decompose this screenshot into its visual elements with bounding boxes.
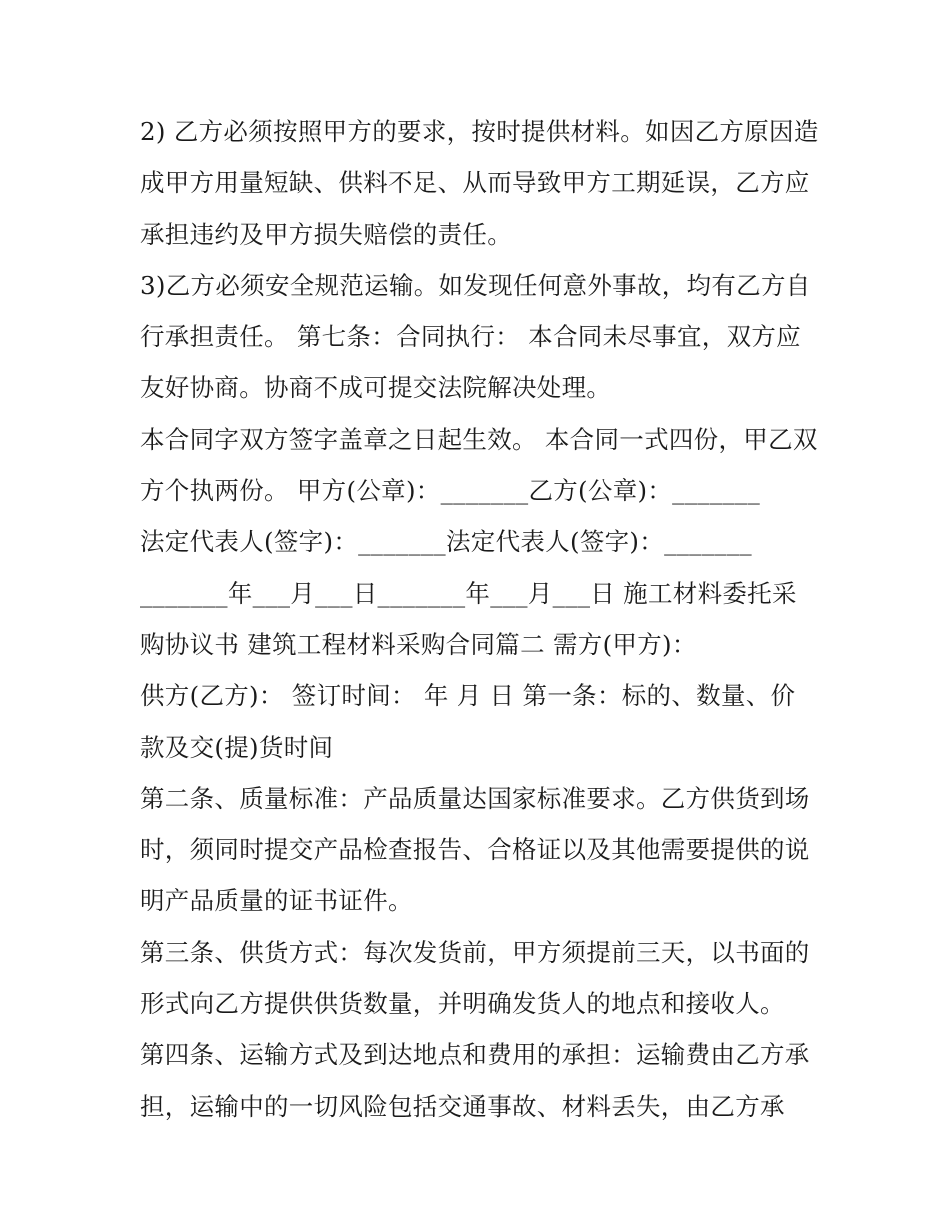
paragraph-effective: 本合同字双方签字盖章之日起生效。 本合同一式四份，甲乙双方个执两份。 甲方(公章)：_______乙方(公章)：_______ xyxy=(140,424,818,506)
paragraph-signatures: 法定代表人(签字)：_______法定代表人(签字)：_______ xyxy=(140,527,752,557)
paragraph-dates-title: _______年___月___日_______年___月___日 施工材料委托采购协议书 建筑工程材料采购合同篇二 需方(甲方)： xyxy=(140,578,797,659)
paragraph-clause-2: 2) 乙方必须按照甲方的要求，按时提供材料。如因乙方原因造成甲方用量短缺、供料不足、从而导致甲方工期延误，乙方应承担违约及甲方损失赔偿的责任。 xyxy=(140,117,819,249)
paragraph-transport: 第四条、运输方式及到达地点和费用的承担：运输费由乙方承担，运输中的一切风险包括交通事故、材料丢失，由乙方承 xyxy=(140,1040,810,1121)
paragraph-quality: 第二条、质量标准：产品质量达国家标准要求。乙方供货到场时，须同时提交产品检查报告、合格证以及其他需要提供的说明产品质量的证书证件。 xyxy=(140,783,810,916)
document-body xyxy=(140,106,820,1132)
paragraph-supply-method: 第三条、供货方式：每次发货前，甲方须提前三天，以书面的形式向乙方提供供货数量，并明确发货人的地点和接收人。 xyxy=(140,937,810,1019)
paragraph-supplier: 供方(乙方)： 签订时间： 年 月 日 第一条：标的、数量、价款及交(提)货时间 xyxy=(140,681,796,762)
paragraph-clause-3: 3)乙方必须安全规范运输。如发现任何意外事故，均有乙方自行承担责任。 第七条：合同执行： 本合同未尽事宜，双方应友好协商。协商不成可提交法院解决处理。 xyxy=(140,270,811,403)
